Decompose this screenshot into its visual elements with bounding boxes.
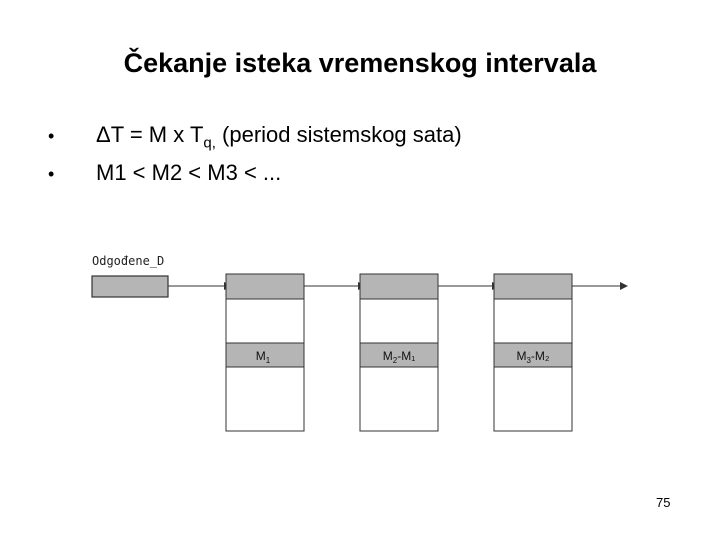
node-delay-label: $M_3-M_2$: [516, 349, 550, 365]
bullet-item: [48, 160, 462, 198]
formula-subscript: q,: [203, 134, 216, 152]
bullet-item: [48, 122, 462, 160]
bullet-text: [96, 122, 462, 151]
bullet-list: [48, 122, 462, 198]
node-body: [226, 299, 304, 343]
node-link-field: [226, 274, 304, 299]
formula-note: (period sistemskog sata): [215, 122, 462, 147]
node-delay-label: $M_2-M_1$: [382, 349, 416, 365]
node-delay-label: $M_1$: [255, 349, 271, 365]
node-body: [360, 299, 438, 343]
delay-queue-svg: [84, 238, 636, 434]
queue-head-label: Odgođene_D: [92, 254, 165, 268]
queue-node: [494, 274, 572, 431]
formula-text: ΔT = M x T: [96, 122, 204, 147]
arrow-head: [620, 282, 628, 290]
node-body: [494, 299, 572, 343]
node-link-field: [360, 274, 438, 299]
node-body: [226, 367, 304, 431]
slide-title: Čekanje isteka vremenskog intervala: [123, 48, 597, 78]
node-link-field: [494, 274, 572, 299]
queue-node: [226, 274, 304, 431]
delay-queue-diagram: [84, 238, 636, 434]
node-body: [494, 367, 572, 431]
bullet-text: M1 < M2 < M3 < ...: [96, 160, 282, 185]
bullet-dot: •: [48, 164, 55, 184]
queue-head-box: [92, 276, 168, 297]
bullet-dot: •: [48, 126, 55, 146]
queue-node: [360, 274, 438, 431]
page-number: 75: [656, 495, 671, 510]
node-body: [360, 367, 438, 431]
